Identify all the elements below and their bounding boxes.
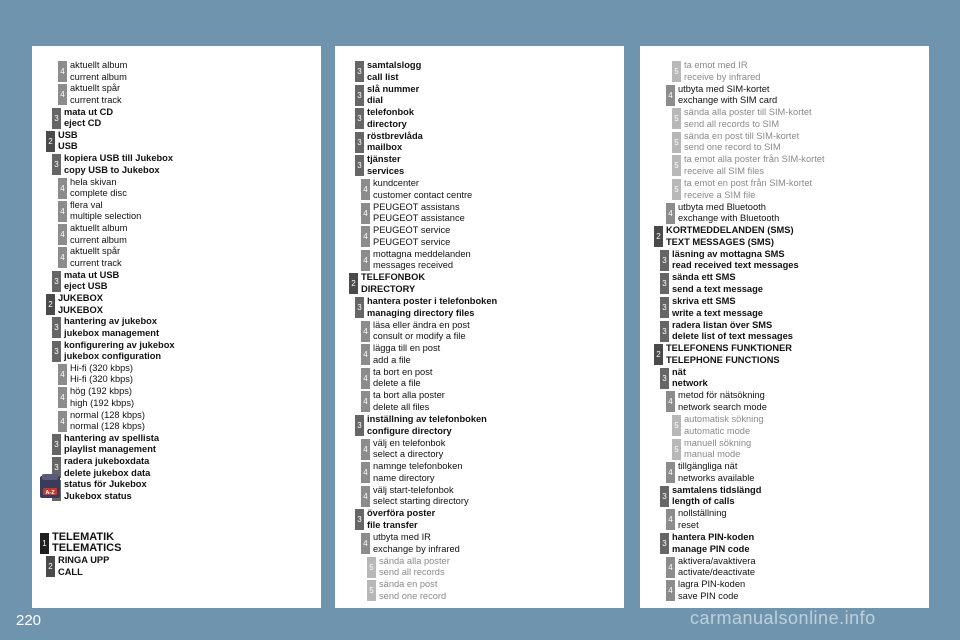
menu-item [367,579,624,602]
item-label-swedish: nollställning [678,508,727,519]
item-label-english: jukebox configuration [64,351,162,362]
menu-item [361,438,624,461]
item-label-english: Jukebox status [64,490,132,501]
item-label-swedish: radera jukeboxdata [64,456,150,467]
level-badge: 2 [46,131,55,152]
level-badge: 2 [654,226,663,247]
level-badge: 3 [355,108,364,129]
item-label-english: TELEPHONE FUNCTIONS [666,354,780,365]
item-label-swedish: normal (128 kbps) [70,409,145,420]
menu-item [58,386,321,409]
level-badge: 3 [355,415,364,436]
item-label-english: name directory [373,472,435,483]
item-label-english: read received text messages [672,260,799,271]
menu-item [666,390,929,413]
item-label-english: select a directory [373,449,444,460]
item-label-english: current track [70,94,122,105]
menu-item [52,316,321,339]
item-label-english: playlist management [64,444,156,455]
item-label-english: manage PIN code [672,543,750,554]
item-label-swedish: konfigurering av jukebox [64,339,175,350]
level-badge: 4 [361,321,370,342]
item-label-swedish: hantering av jukebox [64,316,157,327]
menu-item [355,296,624,319]
menu-item [660,320,929,343]
menu-item [361,249,624,272]
menu-item [361,202,624,225]
level-badge: 3 [355,132,364,153]
item-label-swedish: ta bort en post [373,366,433,377]
menu-item [58,177,321,200]
item-label-english: delete list of text messages [672,331,793,342]
menu-item [355,107,624,130]
item-label-english: TEXT MESSAGES (SMS) [666,236,774,247]
item-label-english: exchange with SIM card [678,95,778,106]
item-label-swedish: samtalslogg [367,60,422,70]
item-label-english: exchange by infrared [373,543,460,554]
level-badge: 4 [58,411,67,432]
item-label-english: send all records [379,567,445,578]
item-label-swedish: aktuellt album [70,223,128,234]
menu-item [52,433,321,456]
item-label-english: length of calls [672,496,735,507]
item-label-swedish: hantera PIN-koden [672,532,755,542]
item-label-swedish: TELEMATIK [52,530,115,543]
item-label-english: JUKEBOX [58,304,103,315]
level-badge: 5 [672,155,681,176]
level-badge: 4 [58,201,67,222]
page-number: 220 [16,612,42,629]
item-label-swedish: sända alla poster till SIM-kortet [684,107,812,118]
level-badge: 3 [52,457,61,478]
item-label-swedish: hela skivan [70,176,117,187]
item-label-english: eject CD [64,118,102,129]
menu-column-3 [640,46,929,608]
level-badge: 3 [52,317,61,338]
item-label-swedish: läsa eller ändra en post [373,319,470,330]
watermark: carmanualsonline.info [690,608,876,628]
item-label-english: network [672,378,708,389]
item-label-english: networks available [678,472,755,483]
menu-item [666,202,929,225]
menu-item [46,130,321,153]
level-badge: 4 [361,533,370,554]
item-label-swedish: röstbrevlåda [367,130,423,141]
level-badge: 3 [52,154,61,175]
item-label-english: delete a file [373,378,421,389]
item-label-swedish: status för Jukebox [64,479,147,490]
menu-item [355,60,624,83]
level-badge: 5 [672,132,681,153]
item-label-english: normal (128 kbps) [70,421,145,431]
item-label-english: USB [58,141,78,152]
item-label-english: dial [367,95,384,106]
item-label-swedish: sända en post till SIM-kortet [684,130,800,141]
menu-item [666,461,929,484]
menu-item [355,84,624,107]
item-label-swedish: välj start-telefonbok [373,484,454,495]
item-label-english: consult or modify a file [373,331,466,342]
level-badge: 3 [355,85,364,106]
item-label-english: mailbox [367,142,403,153]
item-label-english: send all records to SIM [684,118,780,129]
item-label-swedish: sända en post [379,579,438,590]
item-label-swedish: ta emot alla poster från SIM-kortet [684,154,825,165]
item-label-english: jukebox management [64,327,160,338]
item-label-swedish: hantera poster i telefonboken [367,296,498,306]
level-badge: 4 [361,439,370,460]
item-label-swedish: radera listan över SMS [672,319,773,330]
menu-item [361,320,624,343]
item-label-swedish: ta emot med IR [684,60,748,70]
level-badge: 4 [666,391,675,412]
item-label-english: write a text message [672,307,763,318]
item-label-english: call list [367,71,399,82]
item-label-swedish: aktuellt spår [70,246,121,257]
item-label-swedish: samtalens tidslängd [672,484,762,495]
menu-item [52,270,321,293]
item-label-english: customer contact centre [373,189,473,200]
item-label-english: send one record [379,590,447,601]
item-label-swedish: skriva ett SMS [672,296,736,306]
menu-column-1 [32,46,321,608]
level-badge: 4 [58,61,67,82]
menu-item [361,532,624,555]
menu-item [52,479,321,502]
level-badge: 5 [672,415,681,436]
item-label-english: network search mode [678,401,767,412]
item-label-swedish: mata ut USB [64,269,120,280]
level-badge: 3 [52,108,61,129]
level-badge: 5 [672,108,681,129]
level-badge: 4 [58,364,67,385]
menu-item [58,83,321,106]
menu-item [58,223,321,246]
menu-item [660,296,929,319]
item-label-english: configure directory [367,425,452,436]
item-label-swedish: hantering av spellista [64,432,160,443]
menu-item [355,131,624,154]
item-label-swedish: överföra poster [367,508,436,519]
menu-item [666,508,929,531]
directory-book-icon [38,473,62,499]
level-badge: 2 [349,273,358,294]
item-label-english: save PIN code [678,590,739,601]
item-label-english: exchange with Bluetooth [678,213,780,224]
menu-item [355,508,624,531]
level-badge: 3 [52,271,61,292]
menu-item [666,84,929,107]
menu-item [46,293,321,316]
level-badge: 1 [40,533,49,554]
item-label-swedish: tillgängliga nät [678,461,738,472]
item-label-swedish: Hi-fi (320 kbps) [70,362,134,373]
item-label-english: manual mode [684,449,741,460]
item-label-swedish: läsning av mottagna SMS [672,248,785,259]
level-badge: 4 [361,368,370,389]
item-label-swedish: namnge telefonboken [373,461,463,472]
level-badge: 4 [666,203,675,224]
item-label-english: select starting directory [373,496,469,507]
item-label-english: services [367,165,405,176]
menu-item [58,246,321,269]
item-label-english: receive by infrared [684,71,761,82]
menu-item [52,153,321,176]
item-label-english: activate/deactivate [678,567,756,578]
item-label-swedish: metod för nätsökning [678,390,765,401]
item-label-swedish: PEUGEOT service [373,225,451,236]
level-badge: 4 [361,391,370,412]
item-label-swedish: JUKEBOX [58,293,103,303]
level-badge: 3 [52,434,61,455]
menu-item [361,461,624,484]
item-label-swedish: USB [58,129,78,140]
item-label-swedish: aktivera/avaktivera [678,555,756,566]
item-label-english: messages received [373,260,454,271]
menu-item [58,410,321,433]
item-label-swedish: RINGA UPP [58,555,110,565]
level-badge: 4 [58,224,67,245]
item-label-english: complete disc [70,188,127,198]
item-label-swedish: hög (192 kbps) [70,386,133,397]
item-label-swedish: sända ett SMS [672,272,736,283]
item-label-english: current album [70,234,127,245]
item-label-english: directory [367,118,407,129]
level-badge: 4 [361,486,370,507]
item-label-swedish: utbyta med IR [373,532,431,542]
menu-item [361,485,624,508]
item-label-english: send a text message [672,283,763,294]
level-badge: 3 [660,250,669,271]
level-badge: 5 [672,179,681,200]
menu-item [361,225,624,248]
item-label-swedish: PEUGEOT assistans [373,201,460,212]
menu-item [52,107,321,130]
level-badge: 4 [361,226,370,247]
item-label-swedish: ta bort alla poster [373,390,445,401]
menu-item [666,556,929,579]
level-badge: 3 [355,61,364,82]
item-label-english: DIRECTORY [361,283,416,294]
menu-item [52,340,321,363]
level-badge: 4 [361,203,370,224]
level-badge: 3 [355,155,364,176]
item-label-swedish: mata ut CD [64,106,114,117]
menu-item [46,555,321,578]
menu-item [361,390,624,413]
level-badge: 4 [58,247,67,268]
item-label-english: current album [70,71,127,82]
menu-item [672,438,929,461]
item-label-english: managing directory files [367,307,475,318]
item-label-english: Hi-fi (320 kbps) [70,374,134,385]
menu-item [58,60,321,83]
menu-item [672,107,929,130]
level-badge: 2 [46,556,55,577]
item-label-english: automatic mode [684,425,751,436]
item-label-swedish: TELEFONBOK [361,272,426,283]
item-label-english: PEUGEOT assistance [373,213,465,224]
level-badge: 3 [660,368,669,389]
item-label-swedish: tjänster [367,154,401,165]
menu-item [672,131,929,154]
item-label-swedish: aktuellt spår [70,83,121,94]
menu-item [58,200,321,223]
item-label-swedish: telefonbok [367,107,415,118]
menu-item [58,363,321,386]
menu-column-2 [335,46,624,608]
menu-item [367,556,624,579]
menu-item [361,343,624,366]
item-label-swedish: kundcenter [373,178,419,188]
level-badge: 3 [660,533,669,554]
item-label-swedish: flera val [70,199,103,210]
menu-item [349,272,624,295]
item-label-swedish: sända alla poster [379,555,450,566]
item-label-swedish: slå nummer [367,83,420,94]
item-label-swedish: mottagna meddelanden [373,248,471,259]
item-label-swedish: lägga till en post [373,343,441,354]
level-badge: 3 [660,297,669,318]
item-label-swedish: KORTMEDDELANDEN (SMS) [666,225,794,236]
level-badge: 4 [361,462,370,483]
menu-item [361,178,624,201]
menu-item [52,456,321,479]
item-label-english: PEUGEOT service [373,236,451,247]
menu-item [355,154,624,177]
item-label-swedish: utbyta med SIM-kortet [678,83,770,94]
level-badge: 4 [666,557,675,578]
item-label-swedish: utbyta med Bluetooth [678,201,766,212]
level-badge: 4 [666,462,675,483]
item-label-english: reset [678,519,699,530]
menu-item [672,154,929,177]
level-badge: 3 [660,321,669,342]
menu-item [355,414,624,437]
item-label-english: multiple selection [70,211,142,222]
book-icon-label: A-Z [45,490,55,496]
level-badge: 4 [361,250,370,271]
item-label-swedish: välj en telefonbok [373,437,446,448]
menu-item [660,532,929,555]
menu-item [666,579,929,602]
item-label-english: add a file [373,354,411,365]
menu-item [654,343,929,366]
level-badge: 4 [58,178,67,199]
level-badge: 2 [46,294,55,315]
menu-item [672,60,929,83]
level-badge: 4 [58,84,67,105]
item-label-english: receive a SIM file [684,189,756,200]
item-label-swedish: ta emot en post från SIM-kortet [684,178,813,188]
level-badge: 2 [654,344,663,365]
menu-item [660,367,929,390]
item-label-swedish: TELEFONENS FUNKTIONER [666,343,793,354]
item-label-english: high (192 kbps) [70,397,135,408]
item-label-english: eject USB [64,281,108,292]
item-label-english: receive all SIM files [684,165,765,176]
level-badge: 4 [666,85,675,106]
level-badge: 4 [666,580,675,601]
level-badge: 5 [367,580,376,601]
menu-item [660,249,929,272]
level-badge: 3 [355,509,364,530]
menu-item [660,485,929,508]
level-badge: 3 [52,341,61,362]
menu-item [660,272,929,295]
item-label-swedish: kopiera USB till Jukebox [64,153,174,164]
item-label-swedish: aktuellt album [70,60,128,70]
item-label-english: delete jukebox data [64,467,151,478]
menu-item [361,367,624,390]
level-badge: 5 [672,61,681,82]
item-label-swedish: nät [672,366,686,377]
level-badge: 4 [361,179,370,200]
menu-item [654,225,929,248]
level-badge: 3 [660,486,669,507]
item-label-english: send one record to SIM [684,142,781,153]
item-label-swedish: manuell sökning [684,437,752,448]
item-label-english: copy USB to Jukebox [64,164,160,175]
level-badge: 3 [355,297,364,318]
item-label-english: CALL [58,566,83,577]
item-label-english: file transfer [367,519,418,530]
level-badge: 5 [672,439,681,460]
level-badge: 3 [660,273,669,294]
item-label-english: delete all files [373,401,430,412]
item-label-swedish: lagra PIN-koden [678,579,746,590]
item-label-swedish: automatisk sökning [684,414,764,424]
menu-item [672,178,929,201]
level-badge: 4 [58,387,67,408]
level-badge: 4 [666,509,675,530]
item-label-english: current track [70,257,122,268]
level-badge: 5 [367,557,376,578]
level-badge: 4 [361,344,370,365]
menu-item [672,414,929,437]
menu-item [40,532,321,555]
item-label-english: TELEMATICS [52,542,122,555]
item-label-swedish: inställning av telefonboken [367,414,487,424]
